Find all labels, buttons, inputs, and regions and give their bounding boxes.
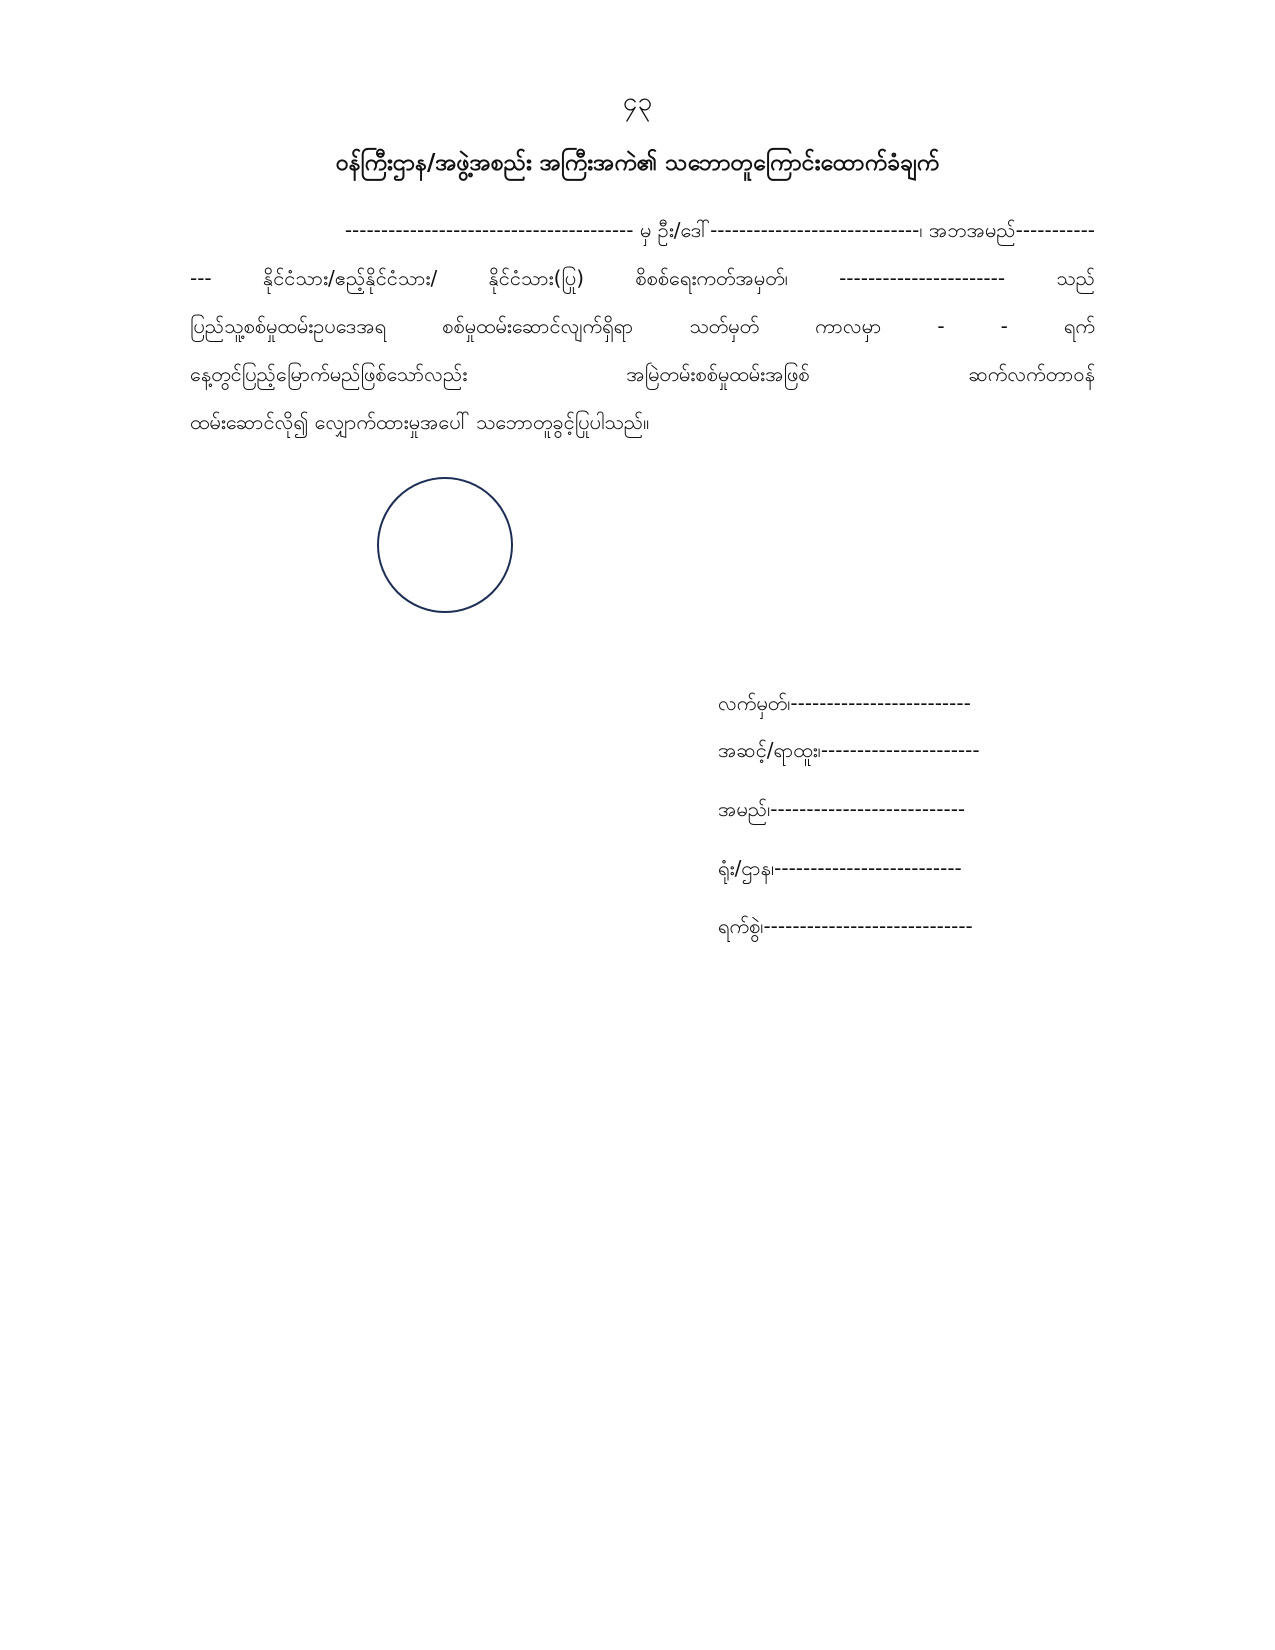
line-2-dashes: --- bbox=[190, 266, 212, 290]
signature-line: လက်မှတ်၊------------------------- bbox=[718, 691, 971, 715]
line-2-card-number-label: စိစစ်ရေးကတ်အမှတ်၊ bbox=[635, 266, 788, 290]
paragraph-line-3 bbox=[190, 302, 1095, 350]
paragraph-line-5-text: ထမ်းဆောင်လို၍ လျှောက်ထားမှုအပေါ် သဘောတူခွင့်ပြုပါသည်။ bbox=[190, 410, 650, 434]
line-3-word-4: ကာလမှာ bbox=[815, 314, 882, 338]
date-line: ရက်စွဲ၊----------------------------- bbox=[718, 914, 973, 938]
page-number: ၄၃ bbox=[622, 87, 653, 117]
endorsement-paragraph bbox=[190, 206, 1095, 446]
line-2-citizenship-types: နိုင်ငံသား/ဧည့်နိုင်ငံသား/ bbox=[262, 266, 438, 290]
line-3-word-day: ရက် bbox=[1063, 314, 1095, 338]
paragraph-line-1 bbox=[190, 206, 1095, 254]
line-3-word-3: သတ်မှတ် bbox=[689, 314, 760, 338]
rank-line: အဆင့်/ရာထူး၊---------------------- bbox=[718, 738, 980, 762]
paragraph-line-1-text: ---------------------------------------- မှ ဦး/ဒေါ်-----------------------------၊ အဘအမည်----------- bbox=[344, 218, 1095, 242]
line-4-word-2: အမြဲတမ်းစစ်မှုထမ်းအဖြစ် bbox=[626, 362, 810, 386]
line-2-card-number-blank: ----------------------- bbox=[839, 266, 1006, 290]
name-line: အမည်၊--------------------------- bbox=[718, 797, 966, 821]
line-4-word-1: နေ့တွင်ပြည့်မြောက်မည်ဖြစ်သော်လည်း bbox=[190, 362, 468, 386]
paragraph-line-5 bbox=[190, 398, 1095, 446]
office-line: ရုံး/ဌာန၊-------------------------- bbox=[718, 856, 962, 880]
line-3-date-blank-1: - bbox=[937, 314, 945, 338]
line-3-word-1: ပြည်သူ့စစ်မှုထမ်းဥပဒေအရ bbox=[190, 314, 387, 338]
line-2-subject-marker: သည် bbox=[1056, 266, 1095, 290]
office-seal-circle bbox=[377, 477, 513, 613]
paragraph-line-2 bbox=[190, 254, 1095, 302]
line-2-naturalized: နိုင်ငံသား(ပြု) bbox=[488, 266, 584, 290]
paragraph-line-4 bbox=[190, 350, 1095, 398]
line-4-word-3: ဆက်လက်တာဝန် bbox=[968, 362, 1095, 386]
form-title: ဝန်ကြီးဌာန/အဖွဲ့အစည်း အကြီးအကဲ၏ သဘောတူကြောင်းထောက်ခံချက် bbox=[335, 150, 940, 176]
line-3-word-2: စစ်မှုထမ်းဆောင်လျက်ရှိရာ bbox=[442, 314, 634, 338]
line-3-date-blank-2: - bbox=[1000, 314, 1008, 338]
